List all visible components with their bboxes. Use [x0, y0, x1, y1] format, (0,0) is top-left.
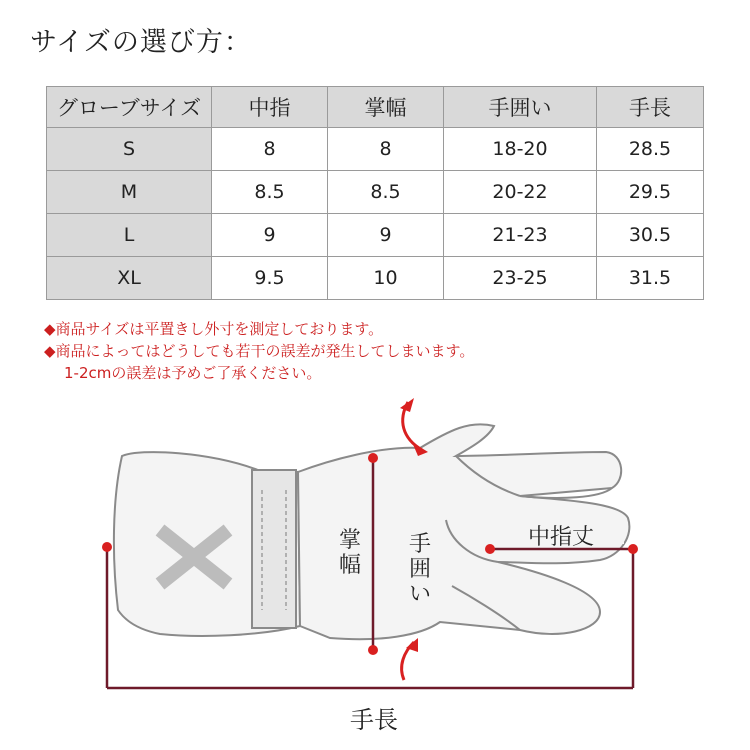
table-cell-size: M [47, 171, 212, 214]
table-cell: 23-25 [444, 257, 597, 300]
size-table [46, 86, 704, 300]
hand-length-label: 手長 [350, 706, 398, 734]
table-row [47, 257, 704, 300]
table-cell-size: L [47, 214, 212, 257]
table-cell: 9.5 [212, 257, 328, 300]
page-title: サイズの選び方： [30, 27, 252, 58]
table-row [47, 171, 704, 214]
table-cell: 9 [328, 214, 444, 257]
palm-width-label: 掌 幅 [338, 528, 361, 578]
table-cell: 29.5 [597, 171, 704, 214]
table-cell-size: XL [47, 257, 212, 300]
table-row [47, 214, 704, 257]
header-palm-width: 掌幅 [328, 87, 444, 128]
table-cell: 8.5 [212, 171, 328, 214]
table-header-row [47, 87, 704, 128]
table-cell-size: S [47, 128, 212, 171]
glove-diagram [0, 390, 750, 700]
table-cell: 9 [212, 214, 328, 257]
table-row [47, 128, 704, 171]
note-line: ◆商品サイズは平置きし外寸を測定しております。 [44, 320, 384, 338]
table-cell: 30.5 [597, 214, 704, 257]
header-hand-circumference: 手囲い [444, 87, 597, 128]
notes [44, 318, 474, 384]
header-glove-size: グローブサイズ [47, 87, 212, 128]
note-line: 1-2cmの誤差は予めご了承ください。 [64, 364, 322, 382]
header-middle-finger: 中指 [212, 87, 328, 128]
table-cell: 8.5 [328, 171, 444, 214]
note-line: ◆商品によってはどうしても若干の誤差が発生してしまいます。 [44, 342, 475, 360]
hand-circumference-label: 手 囲 い [408, 532, 431, 607]
table-cell: 10 [328, 257, 444, 300]
table-cell: 21-23 [444, 214, 597, 257]
table-cell: 18-20 [444, 128, 597, 171]
header-hand-length: 手長 [597, 87, 704, 128]
table-cell: 28.5 [597, 128, 704, 171]
table-cell: 20-22 [444, 171, 597, 214]
table-cell: 8 [328, 128, 444, 171]
table-cell: 31.5 [597, 257, 704, 300]
middle-finger-length-label: 中指丈 [528, 525, 595, 550]
table-cell: 8 [212, 128, 328, 171]
